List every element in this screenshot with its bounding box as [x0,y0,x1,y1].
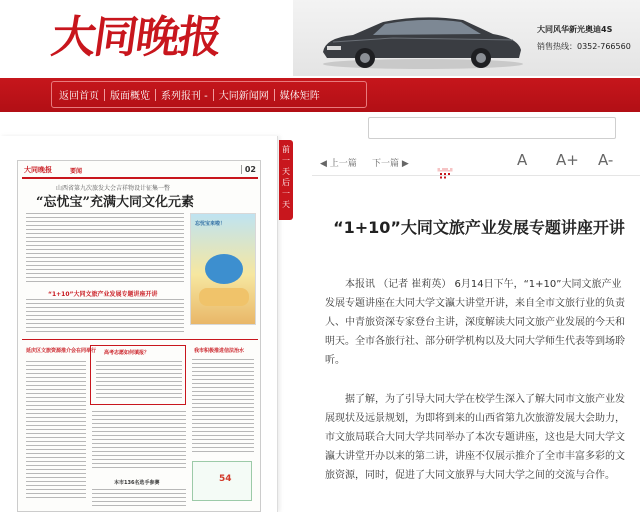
next-article-label: 下一篇 [372,159,400,169]
paper-headline[interactable]: “忘忧宝”充满大同文化元素 [36,195,194,210]
paper-box-title[interactable]: 高考志愿如何填报？ [104,350,150,356]
tab-char: 一 [282,156,290,165]
paper-text-block [26,213,184,283]
issue-date: 2023年06月15日 星期四 [471,169,614,183]
prev-article-button[interactable]: ◀ 上一篇 [320,159,357,169]
paper-mascot-image[interactable] [190,213,256,325]
paper-page-panel [0,136,278,512]
nav-item-media-matrix[interactable]: 媒体矩阵 [279,91,320,102]
article-paragraph: 本报讯 （记者 崔莉英） 6月14日下午，“1+10”大同文旅产业发展专题讲座在大同大学文瀛大讲堂开讲，来自全市文旅行业的负责人、中青旅资深专家登台主讲，深度解读大同文旅产业发展的今天和明天。全市各旅行社、部分研学机构以及大同大学师生代表等到场聆听。 [325,279,625,366]
nav-item-home[interactable]: 返回首页 [59,91,99,102]
font-decrease-button[interactable]: A- [598,151,614,169]
paper-box-title[interactable]: 本市136名选手参赛 [114,480,160,486]
font-increase-button[interactable]: A+ [556,151,579,169]
nav-item-series[interactable]: 系列报刊 - [161,91,208,102]
site-header [0,0,640,78]
paper-box-title[interactable]: 我市积极推进信法治水 [194,348,245,354]
tab-char: 天 [282,200,290,209]
car-image [313,8,528,70]
day-switch-tab[interactable] [279,140,293,220]
paper-kicker: 山西省第九次旅发大会吉祥物设计征集一瞥 [56,185,171,192]
ad-brand-text: 大同风华新光奥迪4S [537,25,613,34]
mascot-base-shape [199,288,249,306]
mascot-shape [205,254,243,284]
paper-masthead [22,165,258,179]
paper-subhead[interactable]: “1+10”大同文旅产业发展专题讲座开讲 [48,291,158,298]
paper-image-label: 忘忧宝来啦！ [195,221,226,227]
font-default-button[interactable]: A [517,151,528,169]
paper-text-block [26,299,184,335]
paper-box-title[interactable]: 延庆区文旅资源推介会在同举行 [26,348,97,354]
paper-text-block [96,361,182,401]
paper-text-block [192,359,254,455]
tab-char: 天 [282,167,290,176]
nav-item-overview[interactable]: 版面概览 [110,91,150,102]
tab-char: 后 [282,178,290,187]
paper-badge-number: 54 [219,474,232,484]
nav-item-news-site[interactable]: 大同新闻网 [218,91,269,102]
article-body [325,275,625,485]
header-ad-banner[interactable] [293,0,640,76]
ad-phone-text: 销售热线：0352-766560 [537,42,631,51]
article-paragraph: 据了解，为了引导大同大学在校学生深入了解大同市文旅产业发展现状及远景规划，为即将到来的山西省第九次旅游发展大会助力，市文旅局联合大同大学共同举办了本次专题讲座，这也是大同大学文瀛大讲堂开办以来的第二讲，讲座不仅展示推介了全市丰富多彩的文旅资源，同时，促进了大同文旅界与大同大学之间的交流与合作。 [325,394,625,481]
paper-ad-badge [192,461,252,501]
paper-text-block [26,361,86,501]
paper-text-block [92,489,186,509]
search-input[interactable] [368,117,616,139]
site-logo[interactable]: 大同晚报 [48,12,224,63]
newspaper-page-thumbnail[interactable] [17,160,261,512]
paper-section: 要闻 [70,168,83,175]
article-toolbar [312,148,640,176]
prev-article-label: 上一篇 [329,159,357,169]
article-title: “1+10”大同文旅产业发展专题讲座开讲 [333,218,625,237]
next-article-button[interactable]: 下一篇 ▶ [372,159,409,169]
paper-text-block [92,411,186,471]
paper-logo: 大同晚报 [24,165,52,174]
paper-page-number: 02 [241,165,256,174]
nav-menu [51,81,367,108]
tab-char: 前 [282,145,290,154]
tab-char: 一 [282,189,290,198]
paper-divider [22,339,258,340]
